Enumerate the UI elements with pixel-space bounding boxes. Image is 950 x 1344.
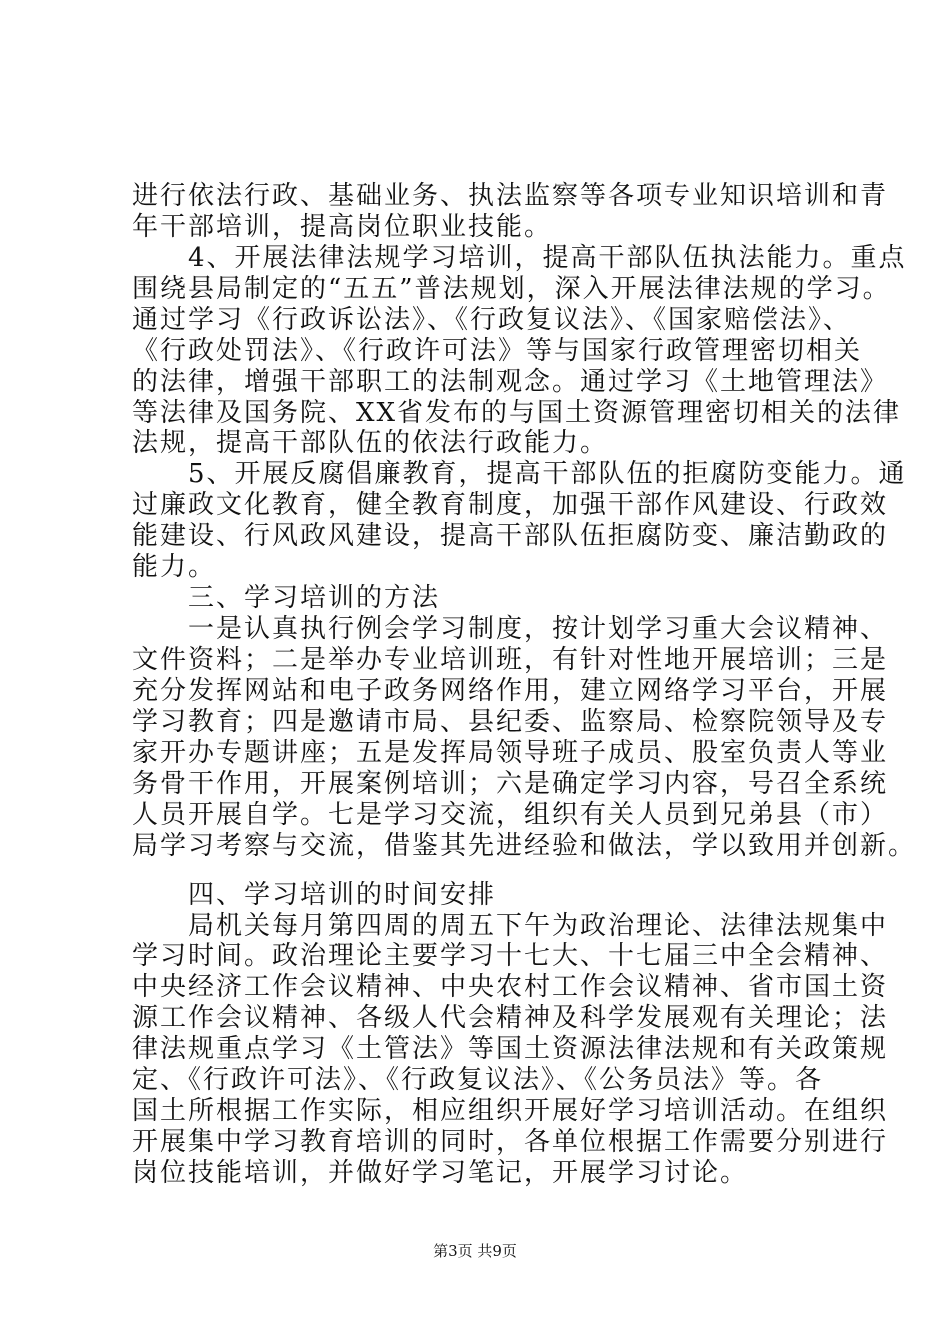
body-text-line: 源工作会议精神、各级人代会精神及科学发展观有关理论；法 — [132, 1003, 889, 1033]
body-text-line: 学习教育；四是邀请市局、县纪委、监察局、检察院领导及专 — [132, 707, 889, 737]
body-text-line: 局机关每月第四周的周五下午为政治理论、法律法规集中 — [132, 911, 889, 941]
body-text-line: 局学习考察与交流，借鉴其先进经验和做法，学以致用并创新。 — [132, 831, 917, 861]
section-heading: 三、学习培训的方法 — [132, 583, 441, 613]
section-heading: 四、学习培训的时间安排 — [132, 880, 497, 910]
body-text-line: 国土所根据工作实际，相应组织开展好学习培训活动。在组织 — [132, 1096, 889, 1126]
body-text-line: 《行政处罚法》、《行政许可法》等与国家行政管理密切相关 — [132, 336, 863, 366]
body-text-line: 开展集中学习教育培训的同时，各单位根据工作需要分别进行 — [132, 1127, 889, 1157]
body-text-line: 充分发挥网站和电子政务网络作用，建立网络学习平台，开展 — [132, 676, 889, 706]
body-text-line: 一是认真执行例会学习制度，按计划学习重大会议精神、 — [132, 614, 889, 644]
body-text-line: 的法律，增强干部职工的法制观念。通过学习《土地管理法》 — [132, 367, 889, 397]
body-text-line: 家开办专题讲座；五是发挥局领导班子成员、股室负责人等业 — [132, 738, 889, 768]
body-text-line: 进行依法行政、基础业务、执法监察等各项专业知识培训和青 — [132, 181, 889, 211]
body-text-line: 过廉政文化教育，健全教育制度，加强干部作风建设、行政效 — [132, 490, 889, 520]
body-text-line: 4、开展法律法规学习培训，提高干部队伍执法能力。重点 — [132, 243, 907, 273]
body-text-line: 人员开展自学。七是学习交流，组织有关人员到兄弟县（市） — [132, 800, 889, 830]
body-text-line: 中央经济工作会议精神、中央农村工作会议精神、省市国土资 — [132, 972, 889, 1002]
body-text-line: 围绕县局制定的“五五”普法规划，深入开展法律法规的学习。 — [132, 274, 891, 304]
body-text-line: 岗位技能培训，并做好学习笔记，开展学习讨论。 — [132, 1158, 749, 1188]
body-text-line: 定、《行政许可法》、《行政复议法》、《公务员法》等。各 — [132, 1065, 824, 1095]
body-text-line: 能建设、行风政风建设，提高干部队伍拒腐防变、廉洁勤政的 — [132, 521, 889, 551]
body-text-line: 年干部培训，提高岗位职业技能。 — [132, 212, 553, 242]
body-text-line: 律法规重点学习《土管法》等国土资源法律法规和有关政策规 — [132, 1034, 889, 1064]
body-text-line: 能力。 — [132, 552, 217, 582]
body-text-line: 务骨干作用，开展案例培训；六是确定学习内容，号召全系统 — [132, 769, 889, 799]
body-text-line: 文件资料；二是举办专业培训班，有针对性地开展培训；三是 — [132, 645, 889, 675]
body-text-line: 5、开展反腐倡廉教育，提高干部队伍的拒腐防变能力。通 — [132, 459, 907, 489]
page-number-footer: 第3页 共9页 — [433, 1242, 517, 1260]
body-text-line: 学习时间。政治理论主要学习十七大、十七届三中全会精神、 — [132, 941, 889, 971]
body-text-line: 法规，提高干部队伍的依法行政能力。 — [132, 428, 609, 458]
body-text-line: 通过学习《行政诉讼法》、《行政复议法》、《国家赔偿法》、 — [132, 305, 852, 335]
body-text-line: 等法律及国务院、XX省发布的与国土资源管理密切相关的法律 — [132, 398, 902, 428]
